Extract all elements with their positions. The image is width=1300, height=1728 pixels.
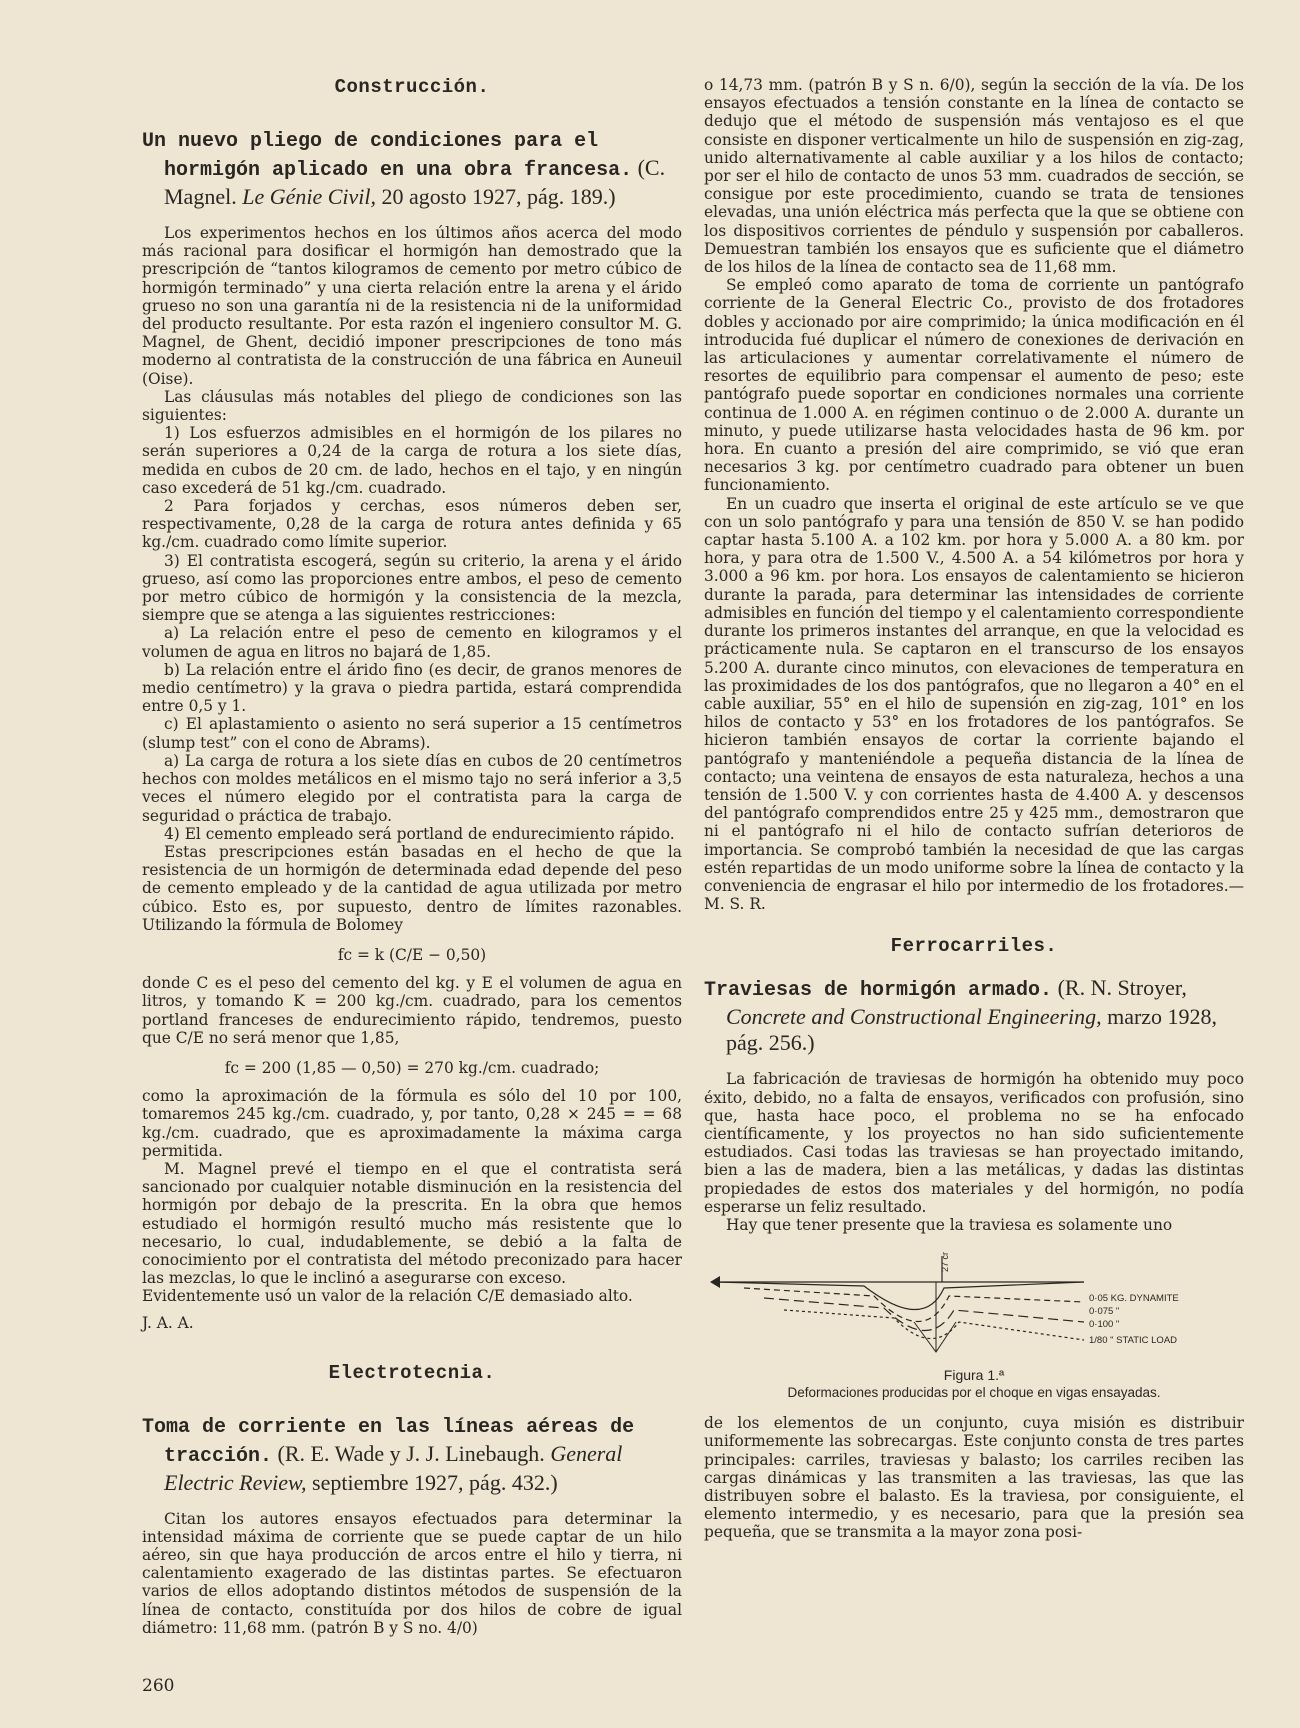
article-title-hormigon (142, 126, 682, 210)
article-author: (R. E. Wade y J. J. Linebaugh. (277, 1440, 545, 1466)
paragraph: de los elementos de un conjunto, cuya misión es distribuir uniformemente las sobrecargas. Este conjunto consta de tres partes principales: carriles, traviesas y balasto; los carriles reciben las cargas dinámicas y las transmiten a las traviesas, las que las distribuyen sobre el balasto. Es la traviesa, por consiguiente, el elemento intermedio, y es necesario, para que la presión sea pequeña, que se transmita a la mayor zona posi- (704, 1414, 1244, 1542)
paragraph: Citan los autores ensayos efectuados para determinar la intensidad máxima de corriente que se puede captar de un hilo aéreo, sin que haya producción de arcos entre el hilo y tierra, ni calentamiento exagerado de las distintas partes. Se efectuaron varios de ellos adoptando distintos métodos de suspensión de la línea de contacto, constituída por dos hilos de cobre de igual diámetro: 11,68 mm. (patrón B y S no. 4/0) (142, 1509, 682, 1637)
dimension-label: 27 cm (940, 1252, 950, 1273)
section-title-electrotecnia: Electrotecnia. (328, 1361, 496, 1384)
left-support-icon (710, 1276, 720, 1288)
paragraph: La fabricación de traviesas de hormigón ha obtenido muy poco éxito, debido, no a falta de ensayos, verificados con profusión, sino que, hasta hace poco, el problema no se ha enfocado científicamente, y los proyectos no han sido suficientemente estudiados. Casi todas las traviesas se han proyectado imitando, bien a las de madera, bien a las metálicas, y dadas las distintas propiedades de estos dos materiales y del hormigón, no podía esperarse un feliz resultado. (704, 1070, 1244, 1216)
paragraph: b) La relación entre el árido fino (es decir, de granos menores de medio centímetro) y la grava o piedra partida, estará comprendida entre 0,5 y 1. (142, 660, 682, 716)
legend-label: 0·075 " (1089, 1306, 1120, 1318)
legend-label: 1/80 " STATIC LOAD (1089, 1335, 1178, 1347)
paragraph: M. Magnel prevé el tiempo en el que el contratista será sancionado por cualquier notable disminución en la resistencia del hormigón por debajo de la prescrita. En la obra que hemos estudiado el hormigón resultó mucho más resistente que lo necesario, lo cual, indudablemente, se debió a la falta de conocimiento por el contratista del método preconizado para hacer las mezclas, lo que le inclinó a asegurarse con exceso. (142, 1159, 682, 1288)
paragraph: 1) Los esfuerzos admisibles en el hormigón de los pilares no serán superiores a 0,24 de la carga de rotura a los siete días, medida en cubos de 20 cm. de lado, hechos en el tajo, y en ningún caso excederá de 51 kg./cm. cuadrado. (142, 424, 682, 497)
legend-label: 0·05 KG. DYNAMITE (1089, 1293, 1179, 1305)
paragraph: c) El aplastamiento o asiento no será superior a 15 centímetros (slump test” con el cono de Abrams). (142, 715, 682, 752)
article-author: (R. N. Stroyer, (1057, 975, 1187, 1001)
deformation-curve-4 (784, 1310, 1084, 1340)
article-date: septiembre 1927, pág. 432.) (312, 1469, 558, 1495)
article-title-toma-corriente (142, 1412, 682, 1496)
paragraph: Estas prescripciones están basadas en el hecho de que la resistencia de un hormigón de determinada edad depende del peso de cemento empleado y de la cantidad de agua utilizada por metro cúbico. Esto es, por supuesto, dentro de límites razonables. Utilizando la fórmula de Bolomey (142, 842, 682, 934)
article-source: Le Génie Civil, (242, 184, 377, 209)
impact-wedge (914, 1322, 956, 1352)
paragraph: donde C es el peso del cemento del kg. y E el volumen de agua en litros, y tomando K = 200 kg./cm. cuadrado, para los cementos portland franceses de endurecimiento rápido, tendremos, puesto que C/E no será menor que 1,85, (142, 974, 682, 1047)
figure-caption (704, 1366, 1244, 1402)
figure-caption-text: Deformaciones producidas por el choque en vigas ensayadas. (787, 1385, 1161, 1401)
section-title-ferrocarriles: Ferrocarriles. (890, 935, 1058, 958)
legend-label: 0·100 " (1089, 1319, 1120, 1331)
page-number: 260 (142, 1676, 175, 1696)
bolomey-formula: fc = k (C/E − 0,50) (337, 945, 487, 964)
paragraph: Las cláusulas más notables del pliego de condiciones son las siguientes: (142, 387, 682, 425)
article-source: General Electric Review, (164, 1440, 623, 1495)
signature: J. A. A. (142, 1313, 194, 1332)
deformation-curve-3 (764, 1298, 1084, 1331)
right-column (704, 76, 1244, 1542)
deformation-curve-1 (714, 1282, 1084, 1310)
paragraph: Evidentemente usó un valor de la relación C/E demasiado alto. (142, 1287, 633, 1306)
paragraph: 4) El cemento empleado será portland de endurecimiento rápido. (164, 824, 675, 843)
figure-1 (704, 1252, 1244, 1402)
paragraph: o 14,73 mm. (patrón B y S n. 6/0), según la sección de la vía. De los ensayos efectuados a tensión constante en la línea de contacto se dedujo que el método de suspensión más ventajoso es el que consiste en disponer verticalmente un hilo de suspensión en zig-zag, unido alternativamente al cable auxiliar y a los hilos de contacto; por ser el hilo de contacto de unos 53 mm. cuadrados de sección, se consigue por este procedimiento, cuando se trata de tensiones elevadas, una unión eléctrica más perfecta que la que se obtiene con los dispositivos corrientes de péndulo y suspensión por caballeros. Demuestran también los ensayos que es suficiente que el diámetro de los hilos de la línea de contacto sea de 11,68 mm. (704, 76, 1244, 277)
paragraph: 3) El contratista escogerá, según su criterio, la arena y el árido grueso, así como las proporciones entre ambos, el peso de cemento por metro cúbico de hormigón y la consistencia de la mezcla, siempre que se atenga a las siguientes restricciones: (142, 551, 682, 625)
paragraph: a) La carga de rotura a los siete días en cubos de 20 centímetros hechos con moldes metálicos en el mismo tajo no será inferior a 3,5 veces el número elegido por el contratista para la carga de seguridad o práctica de trabajo. (142, 751, 682, 825)
article-source: Concrete and Constructional Engineering, (726, 1004, 1102, 1030)
article-date: marzo 1928, pág. 256.) (726, 1004, 1218, 1056)
figure-number: Figura 1.ª (943, 1367, 1005, 1384)
article-title-text: Un nuevo pliego de condiciones para el hormigón aplicado en una obra francesa. (142, 130, 633, 182)
resistance-formula: fc = 200 (1,85 — 0,50) = 270 kg./cm. cuadrado; (224, 1058, 600, 1077)
deformation-diagram (704, 1252, 1244, 1362)
section-title-construccion: Construcción. (334, 76, 490, 98)
paragraph: En un cuadro que inserta el original de este artículo se ve que con un solo pantógrafo y para una tensión de 850 V. se han podido captar hasta 5.100 A. a 102 km. por hora y 5.000 A. a 80 km. por hora, y para otra de 1.500 V., 4.500 A. a 54 kilómetros por hora y 3.000 a 96 km. por hora. Los ensayos de calentamiento se hicieron durante la parada, para determinar las intensidades de corriente admisibles en función del tiempo y el calentamiento correspondiente durante los primeros instantes del arranque, en que la velocidad es prácticamente nula. Se captaron en el transcurso de los ensayos 5.200 A. durante cinco minutos, con elevaciones de temperatura en las proximidades de los dos pantógrafos, que no llegaron a 40° en el cable auxiliar, 55° en el hilo de supensión en zig-zag, 101° en los hilos de contacto y 53° en los frotadores de los pantógrafos. Se hicieron también ensayos de cortar la corriente bajando el pantógrafo y manteniéndole a pequeña distancia de la línea de contacto; una veintena de ensayos de esta naturaleza, hechos a una tensión de 1.500 V. y con corrientes hasta de 4.400 A. y descensos del pantógrafo comprendidos entre 25 y 425 mm., demostraron que ni el pantógrafo ni el hilo de contacto sufrían deterioros de importancia. Se comprobó también la necesidad de que las cargas estén repartidas de un modo uniforme sobre la línea de contacto y la conveniencia de engrasar el hilo por intermedio de los frotadores.—M. S. R. (704, 494, 1244, 914)
article-title-traviesas (704, 975, 1244, 1056)
left-column (142, 76, 682, 1637)
article-title-text: Toma de corriente en las líneas aéreas de tracción. (142, 1415, 635, 1468)
article-author: (C. Magnel. (164, 155, 666, 209)
paragraph: a) La relación entre el peso de cemento en kilogramos y el volumen de agua en litros no bajará de 1,85. (142, 624, 682, 661)
article-title-text: Traviesas de hormigón armado. (704, 979, 1053, 1003)
paragraph: Se empleó como aparato de toma de corriente un pantógrafo corriente de la General Electric Co., provisto de dos frotadores dobles y accionado por aire comprimido; la única modificación en él introducida fué duplicar el número de conexiones de derivación en las articulaciones y aumentar correlativamente el número de resortes de equilibrio para compensar el aumento de peso; este pantógrafo puede soportar en condiciones normales una corriente continua de 1.000 A. en régimen continuo o de 2.000 A. durante un minuto, y puede utilizarse hasta velocidades hasta de 96 km. por hora. En cuanto a presión del aire comprimido, se vió que eran necesarios 3 kg. por centímetro cuadrado para obtener un buen funcionamiento. (704, 276, 1244, 495)
paragraph: como la aproximación de la fórmula es sólo del 10 por 100, tomaremos 245 kg./cm. cuadrado, y, por tanto, 0,28 × 245 = = 68 kg./cm. cuadrado, que es aproximadamente la máxima carga permitida. (142, 1087, 682, 1160)
deformation-curve-2 (744, 1288, 1084, 1322)
article-date: 20 agosto 1927, pág. 189.) (381, 184, 616, 209)
paragraph: Los experimentos hechos en los últimos años acerca del modo más racional para dosificar el hormigón han demostrado que la prescripción de “tantos kilogramos de cemento por metro cúbico de hormigón terminado” y una cierta relación entre la arena y el árido grueso no son una garantía ni de la resistencia ni de la uniformidad del producto resultante. Por esta razón el ingeniero consultor M. G. Magnel, de Ghent, decidió imponer prescripciones de tono más moderno al contratista de la construcción de una fábrica en Auneuil (Oise). (142, 224, 682, 388)
paragraph: 2 Para forjados y cerchas, esos números deben ser, respectivamente, 0,28 de la carga de rotura antes definida y 65 kg./cm. cuadrado como límite superior. (142, 497, 682, 552)
paragraph: Hay que tener presente que la traviesa es solamente uno (726, 1215, 1173, 1234)
